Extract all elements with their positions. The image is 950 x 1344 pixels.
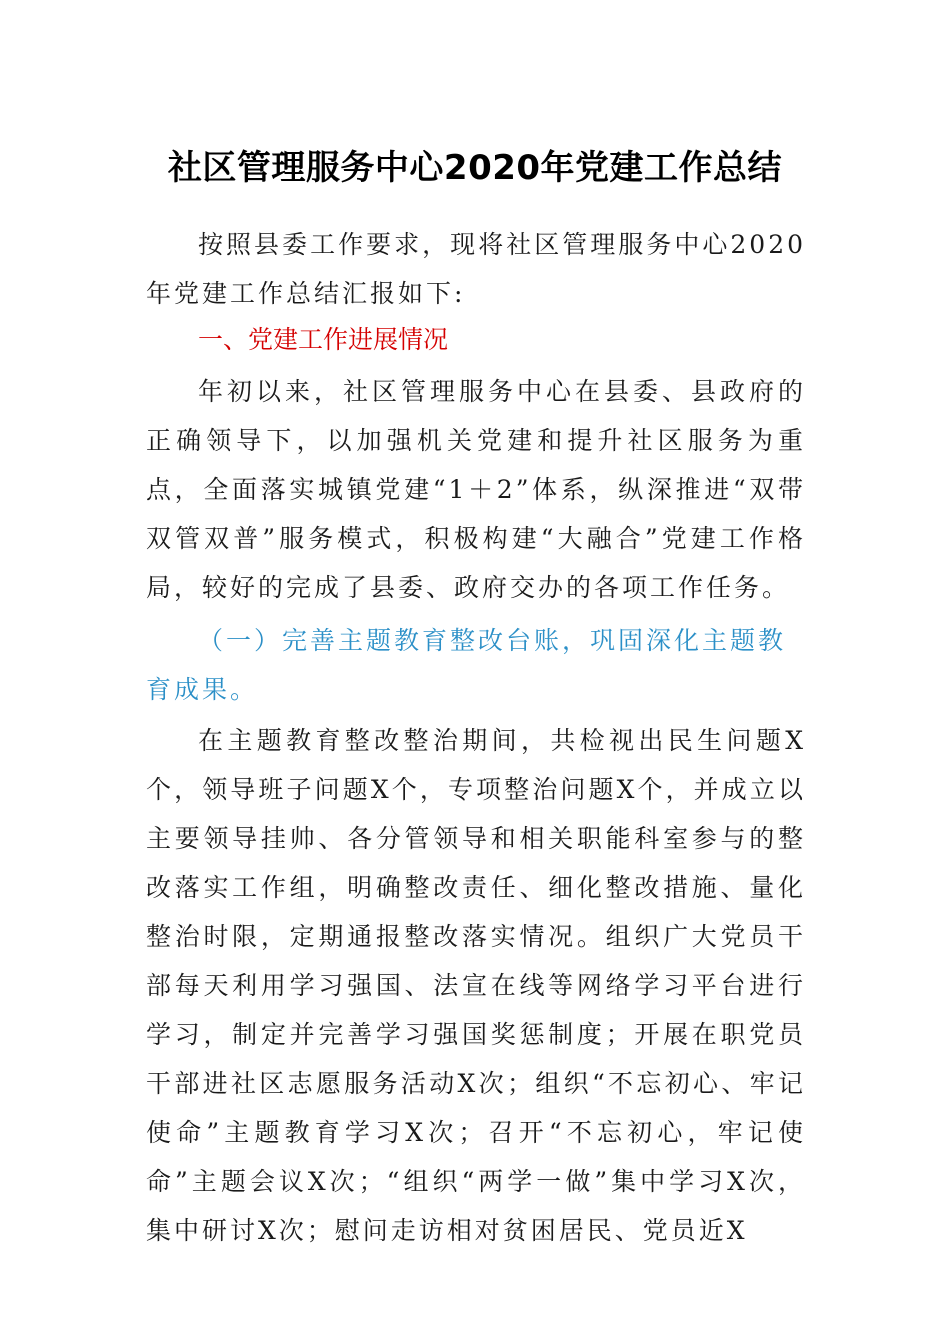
intro-paragraph: 按照县委工作要求，现将社区管理服务中心2020年党建工作总结汇报如下: <box>146 230 806 308</box>
section-heading: 一、党建工作进展情况 <box>198 325 449 354</box>
subsection-paragraph: 在主题教育整改整治期间，共检视出民生问题X个，领导班子问题X个，专项整治问题X个，并成立以主要领导挂帅、各分管领导和相关职能科室参与的整改落实工作组，明确整改责任、细化整改措施、量化整治时限，定期通报整改落实情况。组织广大党员干部每天利用学习强国、法宣在线等网络学习平台进行学习，制定并完善学习强国奖惩制度；开展在职党员干部进社区志愿服务活动X次；组织“不忘初心、牢记使命”主题教育学习X次；召开“不忘初心，牢记使命”主题会议X次；“组织“两学一做”集中学习X次，集中研讨X次；慰问走访相对贫困居民、党员近X <box>146 726 806 1245</box>
subsection-heading: （一）完善主题教育整改台账，巩固深化主题教育成果。 <box>146 626 787 704</box>
document-title: 社区管理服务中心2020年党建工作总结 <box>167 148 783 188</box>
section-paragraph: 年初以来，社区管理服务中心在县委、县政府的正确领导下，以加强机关党建和提升社区服务为重点，全面落实城镇党建“1＋2”体系，纵深推进“双带双管双普”服务模式，积极构建“大融合”党建工作格局，较好的完成了县委、政府交办的各项工作任务。 <box>146 377 806 602</box>
